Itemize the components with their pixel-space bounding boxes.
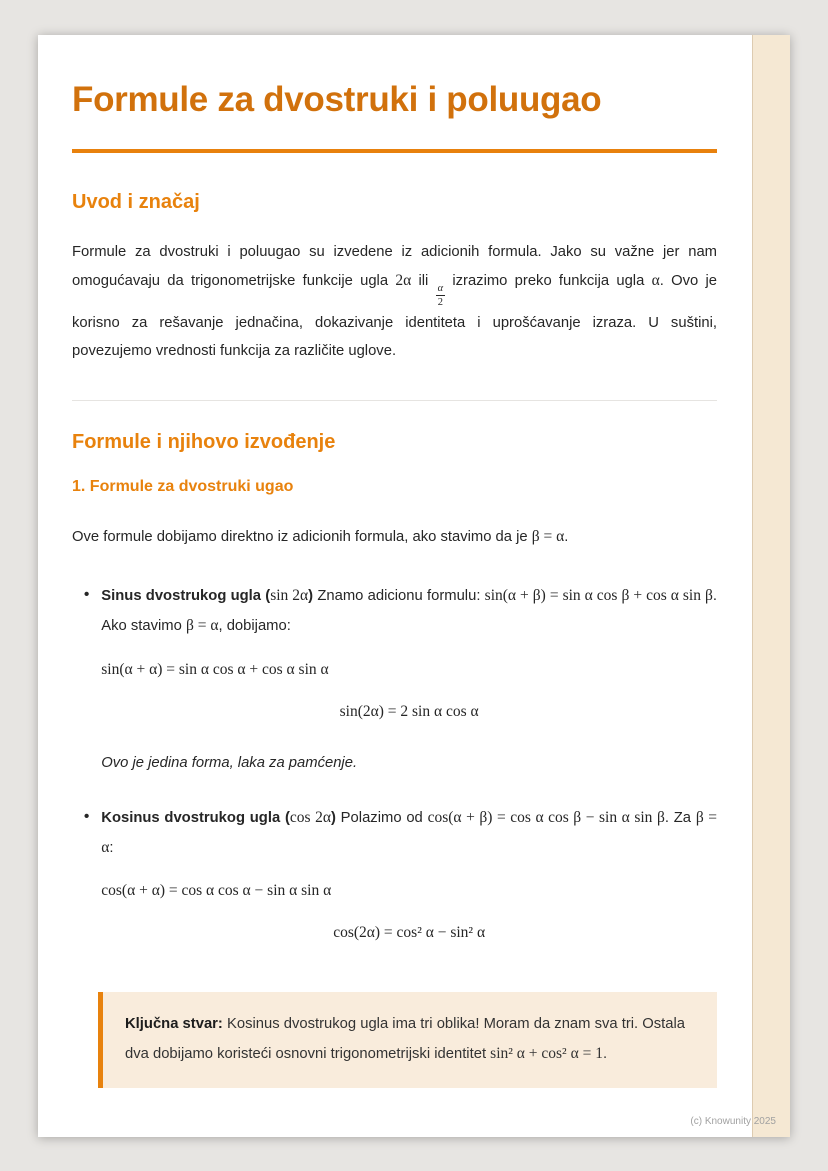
callout-bold-label: Ključna stvar: (125, 1016, 223, 1033)
bullet-kosinus-text-2: . Za (664, 809, 696, 826)
display-math-sin-step: sin(α + α) = sin α cos α + cos α sin α (101, 660, 329, 678)
callout-content (125, 1016, 685, 1062)
callout-text: Kosinus dvostrukog ugla ima tri oblika! Moram da znam sva tri. Ostala dva dobijamo koristeći osnovni trigonometrijski identitet (125, 1016, 686, 1063)
inline-math-sin2alpha: sin 2α (270, 587, 309, 605)
lead-end: . (564, 528, 569, 545)
inline-math-alpha: α (651, 271, 660, 289)
page-footer: (c) Knowunity 2025 (690, 1116, 776, 1127)
bullet-body-kosinus (101, 803, 717, 953)
bullet-sinus-text-2: . Ako stavimo (101, 588, 717, 635)
inline-math-beta-alpha-1: β = α (185, 617, 219, 635)
bullet-kosinus-bold-label: Kosinus dvostrukog ugla ( (101, 809, 290, 826)
intro-text-2: ili (411, 272, 436, 289)
bullet-sinus-bold-close: ) (308, 588, 314, 605)
note-italic: Ovo je jedina forma, laka za pamćenje. (101, 754, 358, 771)
intro-paragraph (72, 238, 717, 366)
inline-math-sin-addition: sin(α + β) = sin α cos β + cos α sin β (484, 587, 713, 605)
bullet-kosinus-bold-close: ) (330, 809, 336, 826)
bullet-kosinus-text-1: Polazimo od (335, 809, 428, 826)
display-math-sin-result: sin(2α) = 2 sin α cos α (339, 702, 479, 720)
display-math-cos-result: cos(2α) = cos² α − sin² α (333, 924, 486, 942)
display-math-cos-step: cos(α + α) = cos α cos α − sin α sin α (101, 882, 332, 900)
intro-text-4: . Ovo je korisno za rešavanje jednačina, dokazivanje identiteta i uprošćavanje izraza. U suštini, povezujemo vrednosti funkcija za različite uglove. (72, 272, 717, 360)
bullet-kosinus-text-3: : (109, 839, 114, 856)
intro-text-3: izrazimo preko funkcija ugla (445, 272, 652, 289)
bullet-item-sinus (72, 581, 717, 777)
inline-math-2alpha: 2α (395, 271, 412, 289)
callout-end: . (602, 1046, 608, 1063)
fraction-numerator: α (436, 283, 446, 296)
inline-math-beta-alpha-2: β = α (101, 808, 717, 856)
inline-math-cos-addition: cos(α + β) = cos α cos β − sin α sin β (427, 808, 665, 826)
fraction-denominator: 2 (437, 296, 443, 308)
section-heading-uvod: Uvod i značaj (72, 190, 200, 213)
bullet-sinus-text-3: , dobijamo: (218, 618, 291, 635)
title-rule (72, 149, 717, 153)
page-title: Formule za dvostruki i poluugao (72, 80, 602, 119)
inline-math-cos2alpha: cos 2α (289, 808, 331, 826)
section-divider (72, 400, 717, 401)
fraction-alpha-over-2 (436, 283, 446, 309)
bullet-kosinus-paragraph (101, 803, 717, 863)
inline-math-beta-eq-alpha: β = α (531, 527, 565, 545)
callout-box (98, 992, 717, 1087)
bullet-sinus-paragraph (101, 581, 717, 641)
lead-text: Ove formule dobijamo direktno iz adicionih formula, ako stavimo da je (72, 528, 532, 545)
subsection-heading-dvostruki-ugao: 1. Formule za dvostruki ugao (72, 477, 294, 495)
lead-paragraph (72, 522, 717, 552)
intro-text-1: Formule za dvostruki i poluugao su izvedene iz adicionih formula. Jako su važne jer nam omogućavaju da trigonometrijske funkcije ugla (72, 243, 717, 289)
bullet-marker: • (84, 807, 90, 825)
page-content (38, 35, 790, 1088)
section-heading-formule: Formule i njihovo izvođenje (72, 430, 336, 453)
bullet-item-kosinus (72, 803, 717, 953)
document-page (38, 35, 790, 1137)
inline-math-pythagorean-identity: sin² α + cos² α = 1 (490, 1045, 603, 1063)
bullet-body-sinus (101, 581, 717, 777)
bullet-sinus-bold-label: Sinus dvostrukog ugla ( (101, 588, 271, 605)
bullet-list (72, 581, 717, 952)
bullet-marker: • (84, 586, 90, 604)
bullet-sinus-text-1: Znamo adicionu formulu: (313, 588, 485, 605)
